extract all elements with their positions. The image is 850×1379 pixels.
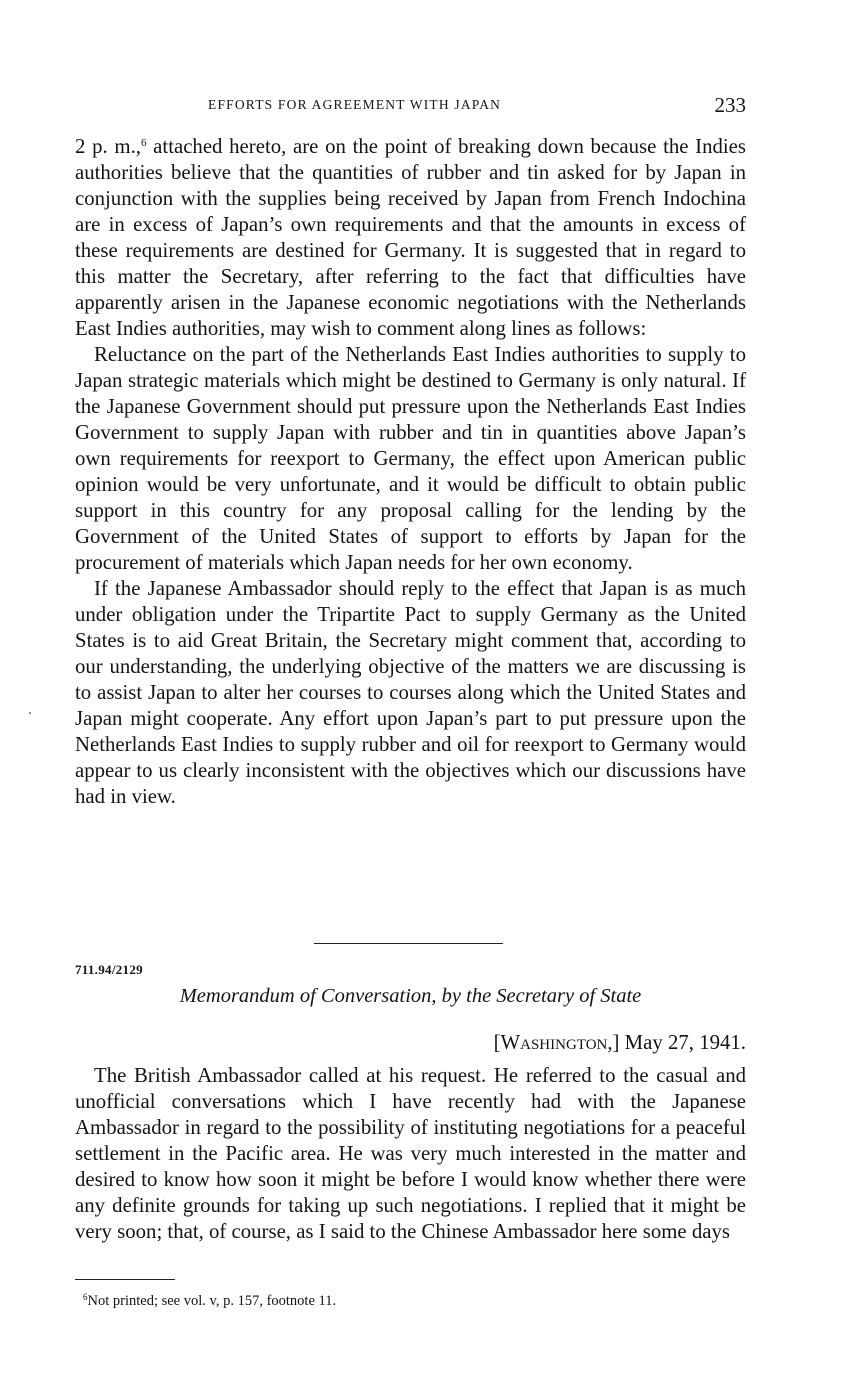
paragraph-1-lead: 2 p. m., (75, 135, 141, 158)
memo-paragraph-1: The British Ambassador called at his request. He referred to the casual and unofficial conversations which I have recently had with the Japanese Ambassador in regard to the possibility of instituting negotiations for a peaceful settlement in the Pacific area. He was very much interested in the matter and desired to know how soon it might be before I would know whether there were any definite grounds for taking up such negotiations. I replied that it might be very soon; that, of course, as I said to the Chinese Ambassador here some days (75, 1064, 746, 1243)
footnote-marker: 6 (140, 137, 147, 149)
page-number: 233 (714, 93, 746, 117)
footnote (83, 1293, 336, 1310)
paragraph-2: Reluctance on the part of the Netherlands East Indies authorities to supply to Japan strategic materials which might be destined to Germany is only natural. If the Japanese Government should put pressure upon the Netherlands East Indies Government to supply Japan with rubber and tin in quantities above Japan’s own requirements for reexport to Germany, the effect upon American public opinion would be very unfortunate, and it would be difficult to obtain public support in this country for any proposal calling for the lending by the Government of the United States of support to efforts by Japan for the procurement of materials which Japan needs for her own economy. (75, 343, 746, 574)
running-head (75, 93, 746, 119)
running-title: EFFORTS FOR AGREEMENT WITH JAPAN (208, 97, 502, 112)
paragraph-1-rest: attached hereto, are on the point of breaking down because the Indies authorities believe that the quantities of rubber and tin asked for by Japan in conjunction with the supplies being received by Japan from French Indochina are in excess of Japan’s own requirements and that the amounts in excess of these requirements are destined for Germany. It is suggested that in regard to this matter the Secretary, after referring to the fact that difficulties have apparently arisen in the Japanese economic negotiations with the Netherlands East Indies authorities, may wish to comment along lines as follows: (75, 135, 746, 340)
paragraph-1 (75, 134, 746, 342)
document-id: 711.94/2129 (75, 962, 143, 977)
dateline-date: May 27, 1941. (619, 1031, 746, 1054)
memo-body (75, 1063, 746, 1245)
dateline (494, 1031, 746, 1055)
paragraph-3: If the Japanese Ambassador should reply to the effect that Japan is as much under obligation under the Tripartite Pact to supply Germany as the United States is to aid Great Britain, the Secretary might comment that, according to our understanding, the underlying objective of the matters we are discussing is to assist Japan to alter her courses to courses along which the United States and Japan might cooperate. Any effort upon Japan’s part to put pressure upon the Netherlands East Indies to supply rubber and oil for reexport to Germany would appear to us clearly inconsistent with the objectives which our discussions have had in view. (75, 577, 746, 808)
section-divider (314, 943, 503, 944)
dateline-place: [Washington,] (493, 1031, 620, 1054)
scan-speck (29, 712, 31, 714)
body-text (75, 134, 746, 810)
footnote-text: Not printed; see vol. v, p. 157, footnote 11. (87, 1293, 337, 1309)
footnote-rule (75, 1279, 175, 1280)
footnote-number: 6 (83, 1292, 88, 1302)
memo-title: Memorandum of Conversation, by the Secretary of State (179, 985, 642, 1007)
